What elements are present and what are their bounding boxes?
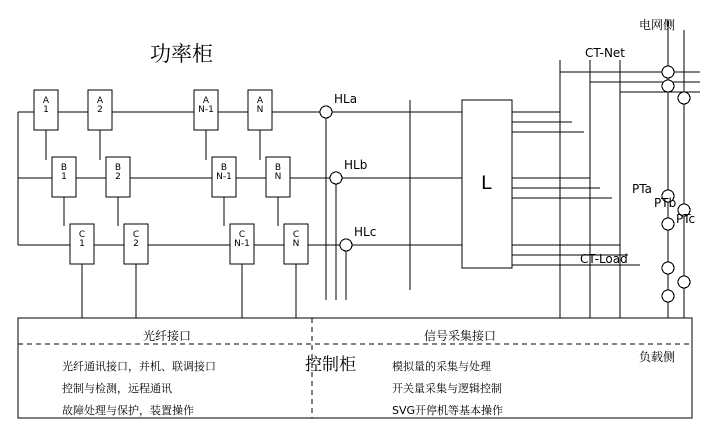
- fiber-port-label: 光纤接口: [143, 329, 192, 343]
- module-bn-letter: B: [274, 163, 282, 173]
- ptc-label: PTc: [676, 212, 696, 226]
- module-c1-index: 1: [79, 239, 85, 250]
- module-a1: [34, 97, 58, 116]
- module-cn: [284, 231, 308, 250]
- module-an-letter: A: [256, 96, 264, 106]
- module-a2-index: 2: [97, 105, 103, 116]
- module-bn-index: N: [274, 172, 282, 183]
- control-cabinet-title: 控制柜: [305, 355, 356, 375]
- power-cabinet-title: 功率柜: [150, 42, 213, 66]
- hlc-label: HLc: [354, 225, 377, 239]
- module-a1-index: 1: [43, 105, 49, 116]
- hlb-label: HLb: [344, 158, 368, 172]
- module-a2: [88, 97, 112, 116]
- signal-port-label: 信号采集接口: [424, 329, 497, 343]
- module-b2: [106, 164, 130, 183]
- module-cn1-index: N-1: [234, 239, 250, 250]
- ct-net-label: CT-Net: [585, 46, 626, 60]
- module-an: [248, 97, 272, 116]
- load-side-label: 负载侧: [639, 350, 676, 364]
- module-a1-letter: A: [42, 96, 50, 106]
- module-c2-index: 2: [133, 239, 139, 250]
- ptb-label: PTb: [654, 196, 677, 210]
- module-a2-letter: A: [96, 96, 104, 106]
- signal-feature-3: SVG开停机等基本操作: [392, 404, 504, 417]
- module-cn-index: N: [292, 239, 300, 250]
- module-bn: [266, 164, 290, 183]
- module-an1-letter: A: [202, 96, 210, 106]
- fiber-feature-1: 光纤通讯接口，并机、联调接口: [62, 360, 216, 373]
- module-b2-index: 2: [115, 172, 121, 183]
- fiber-feature-2: 控制与检测，远程通讯: [62, 382, 172, 395]
- signal-feature-1: 模拟量的采集与处理: [392, 360, 491, 373]
- fiber-feature-3: 故障处理与保护，装置操作: [62, 404, 194, 417]
- module-c1-letter: C: [78, 230, 86, 240]
- pta-label: PTa: [632, 182, 652, 196]
- hla-label: HLa: [334, 92, 358, 106]
- module-b1: [52, 164, 76, 183]
- module-bn1: [212, 164, 236, 183]
- module-an1-index: N-1: [198, 105, 214, 116]
- module-bn1-index: N-1: [216, 172, 232, 183]
- reactor-label: L: [481, 172, 492, 194]
- module-b1-letter: B: [60, 163, 68, 173]
- module-cn-letter: C: [292, 230, 300, 240]
- signal-feature-2: 开关量采集与逻辑控制: [392, 382, 502, 395]
- module-cn1: [230, 231, 254, 250]
- module-bn1-letter: B: [220, 163, 228, 173]
- module-b2-letter: B: [114, 163, 122, 173]
- module-cn1-letter: C: [238, 230, 246, 240]
- module-b1-index: 1: [61, 172, 67, 183]
- module-c1: [70, 231, 94, 250]
- module-c2-letter: C: [132, 230, 140, 240]
- ct-load-label: CT-Load: [580, 252, 628, 266]
- module-an-index: N: [256, 105, 264, 116]
- module-an1: [194, 97, 218, 116]
- module-c2: [124, 231, 148, 250]
- grid-side-label: 电网侧: [639, 18, 676, 32]
